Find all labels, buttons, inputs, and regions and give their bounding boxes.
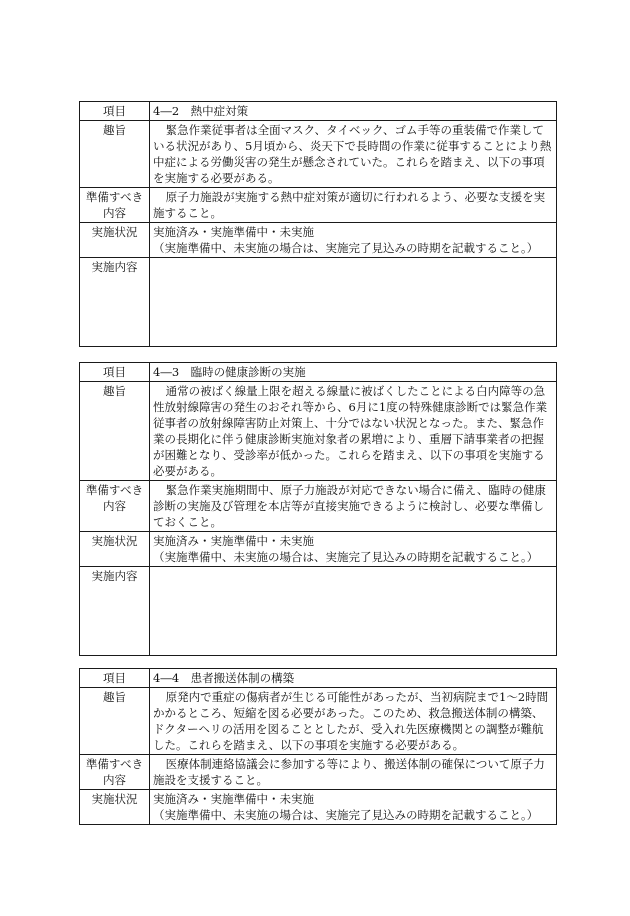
purpose-label: 趣旨 [80, 688, 150, 755]
status-options[interactable]: 実施済み・実施準備中・未実施 [153, 534, 314, 548]
prep-text: 医療体制連絡協議会に参加する等により、搬送体制の確保について原子力施設を支援すること。 [150, 755, 557, 790]
details-field[interactable] [150, 258, 557, 347]
purpose-text: 通常の被ばく線量上限を超える線量に被ばくしたことによる白内障等の急性放射線障害の発生のおそれ等から、6月に1度の特殊健康診断では緊急作業従事者の放射線障害防止対策上、十分ではない状況となった。また、緊急作業の長期化に伴う健康診断実施対象者の累増により、重層下請事業者の把握が困難となり、受診率が低かった。これらを踏まえ、以下の事項を実施する必要がある。 [150, 382, 557, 481]
prep-label: 準備すべき内容 [80, 481, 150, 532]
table-row [80, 121, 557, 188]
table-row [80, 669, 557, 688]
section-table-heatstroke [79, 101, 557, 347]
table-row [80, 188, 557, 223]
section-title: 4―2 熱中症対策 [150, 102, 557, 121]
status-note: （実施準備中、未実施の場合は、実施完了見込みの時期を記載すること。） [153, 241, 539, 255]
status-label: 実施状況 [80, 790, 150, 825]
table-row [80, 755, 557, 790]
status-cell [150, 790, 557, 825]
purpose-text: 緊急作業従事者は全面マスク、タイベック、ゴム手等の重装備で作業している状況があり、5月頃から、炎天下で長時間の作業に従事することにより熱中症による労働災害の発生が懸念されていた。これらを踏まえ、以下の事項を実施する必要がある。 [150, 121, 557, 188]
prep-label: 準備すべき内容 [80, 755, 150, 790]
table-row [80, 790, 557, 825]
item-label: 項目 [80, 669, 150, 688]
section-table-health-check [79, 362, 557, 656]
section-title: 4―3 臨時の健康診断の実施 [150, 363, 557, 382]
purpose-label: 趣旨 [80, 121, 150, 188]
prep-label: 準備すべき内容 [80, 188, 150, 223]
table-row [80, 258, 557, 347]
purpose-label: 趣旨 [80, 382, 150, 481]
status-options[interactable]: 実施済み・実施準備中・未実施 [153, 792, 314, 806]
table-row [80, 102, 557, 121]
table-row [80, 481, 557, 532]
status-note: （実施準備中、未実施の場合は、実施完了見込みの時期を記載すること。） [153, 808, 539, 822]
status-note: （実施準備中、未実施の場合は、実施完了見込みの時期を記載すること。） [153, 550, 539, 564]
table-row [80, 363, 557, 382]
details-field[interactable] [150, 567, 557, 656]
table-row [80, 532, 557, 567]
prep-text: 原子力施設が実施する熱中症対策が適切に行われるよう、必要な支援を実施すること。 [150, 188, 557, 223]
item-label: 項目 [80, 363, 150, 382]
status-cell [150, 532, 557, 567]
purpose-text: 原発内で重症の傷病者が生じる可能性があったが、当初病院まで1～2時間かかるところ、短縮を図る必要があった。このため、救急搬送体制の構築、ドクターヘリの活用を図ることとしたが、受入れ先医療機関との調整が難航した。これらを踏まえ、以下の事項を実施する必要がある。 [150, 688, 557, 755]
prep-text: 緊急作業実施期間中、原子力施設が対応できない場合に備え、臨時の健康診断の実施及び管理を本店等が直接実施できるように検討し、必要な準備しておくこと。 [150, 481, 557, 532]
table-row [80, 688, 557, 755]
section-title: 4―4 患者搬送体制の構築 [150, 669, 557, 688]
table-row [80, 382, 557, 481]
section-table-patient-transport [79, 668, 557, 825]
details-label: 実施内容 [80, 567, 150, 656]
status-label: 実施状況 [80, 223, 150, 258]
table-row [80, 223, 557, 258]
status-options[interactable]: 実施済み・実施準備中・未実施 [153, 225, 314, 239]
details-label: 実施内容 [80, 258, 150, 347]
status-cell [150, 223, 557, 258]
status-label: 実施状況 [80, 532, 150, 567]
item-label: 項目 [80, 102, 150, 121]
table-row [80, 567, 557, 656]
